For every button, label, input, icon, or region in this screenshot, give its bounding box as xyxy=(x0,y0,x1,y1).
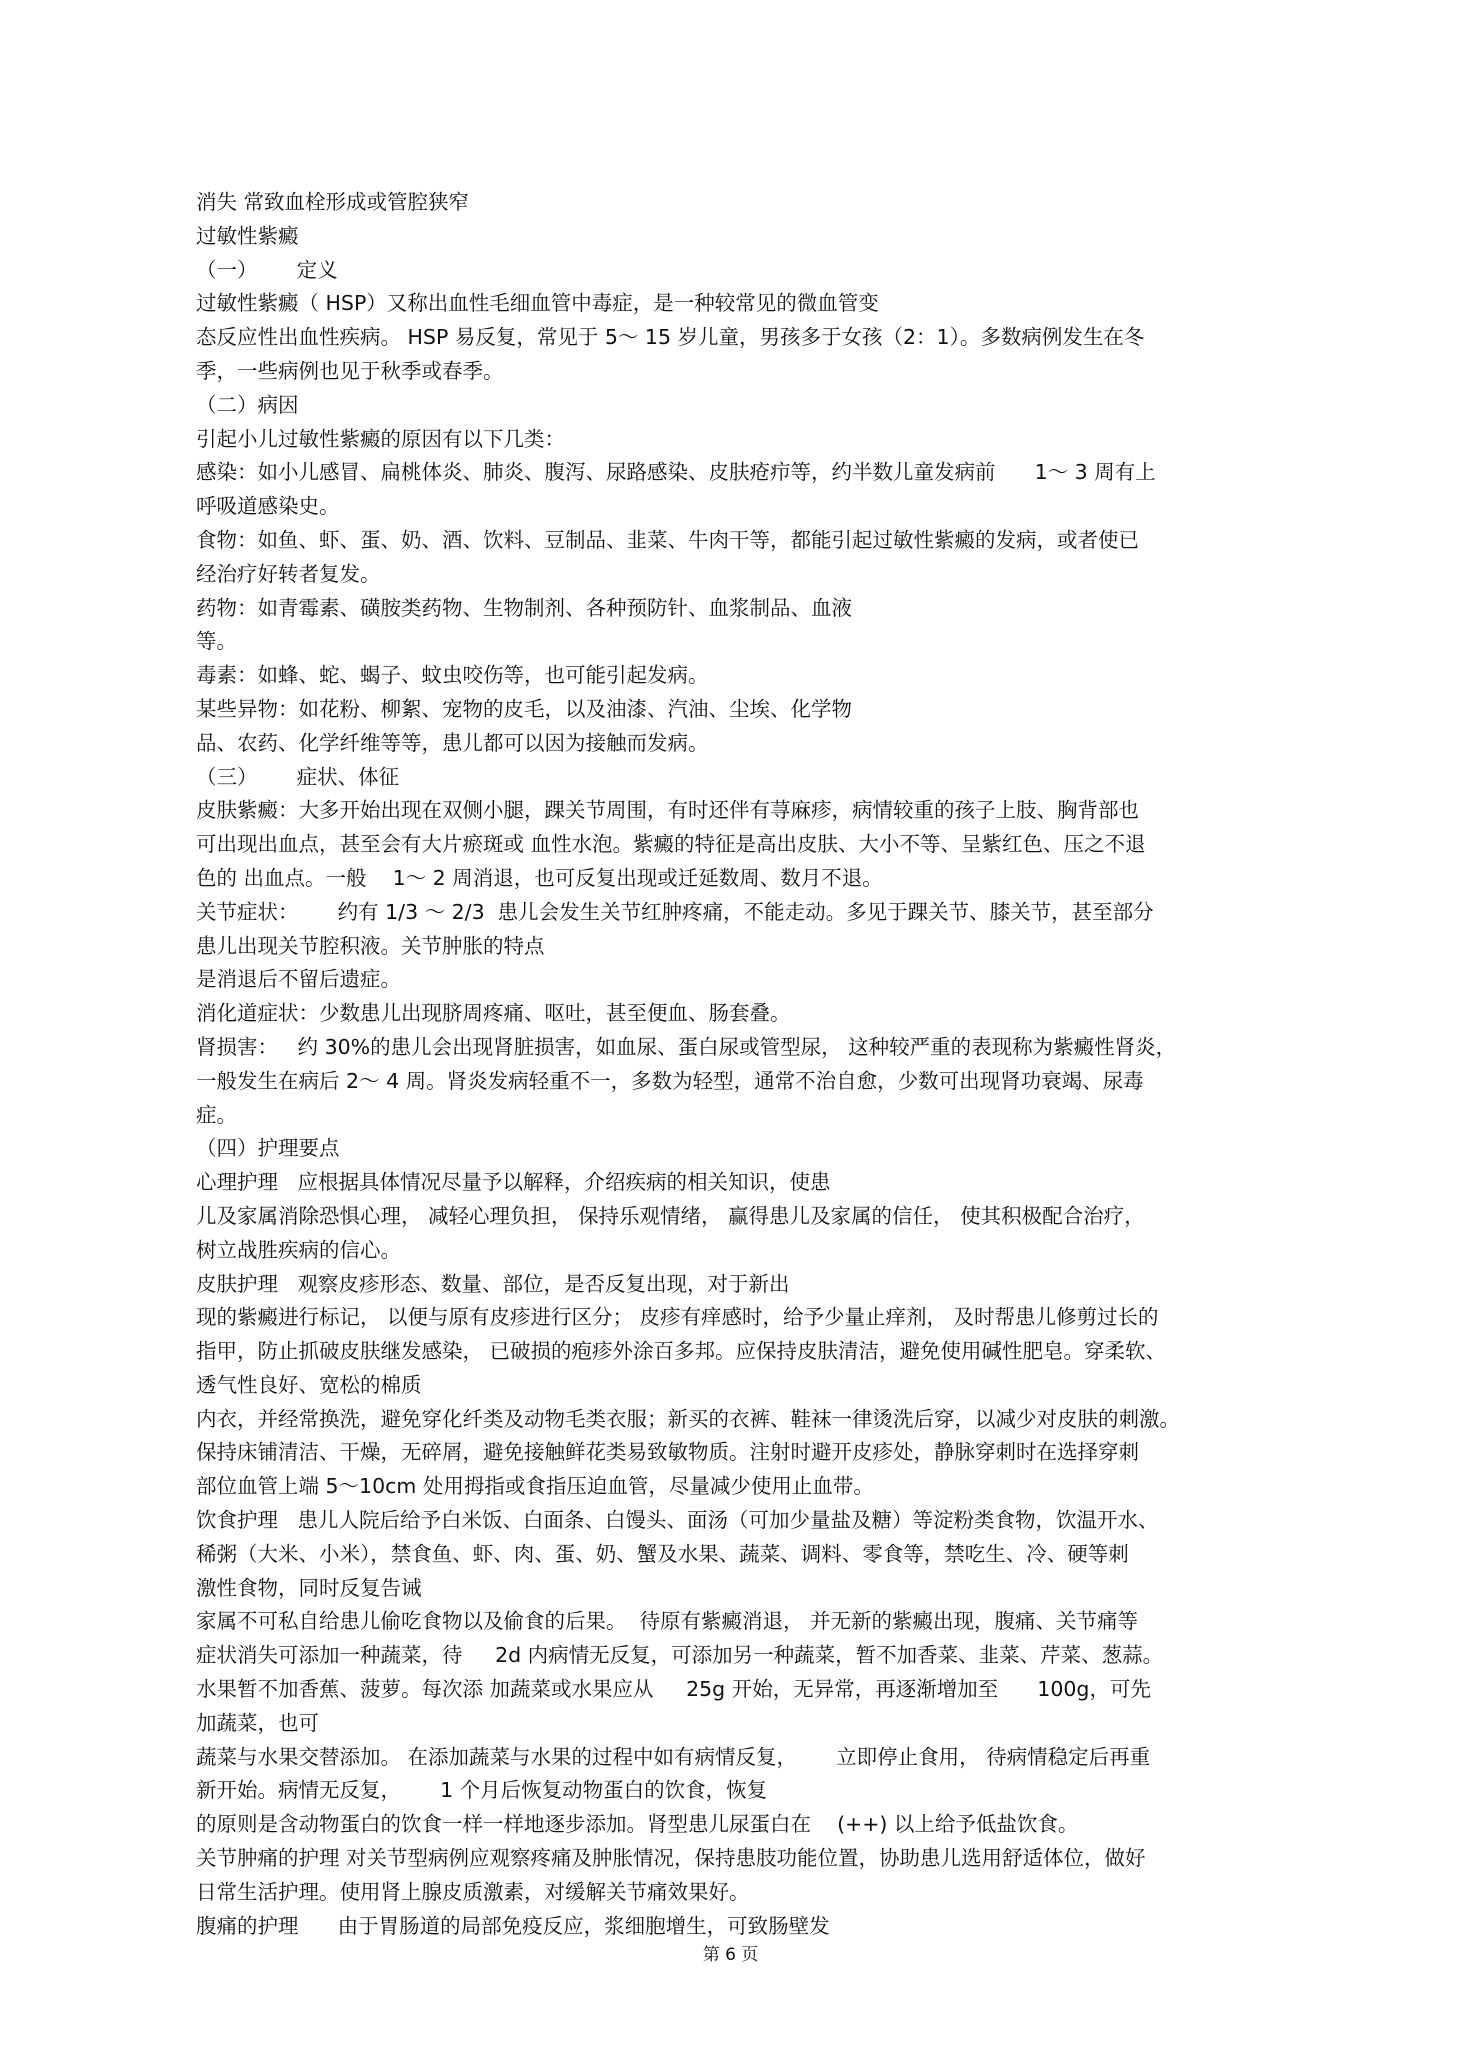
text-line: 新开始。病情无反复， 1 个月后恢复动物蛋白的饮食，恢复 xyxy=(196,1778,768,1803)
text-line: 指甲，防止抓破皮肤继发感染， 已破损的疱疹外涂百多邦。应保持皮肤清洁，避免使用碱性肥皂。穿柔软、 xyxy=(196,1339,1167,1364)
text-line: 一般发生在病后 2～ 4 周。肾炎发病轻重不一，多数为轻型，通常不治自愈，少数可出现肾功衰竭、尿毒 xyxy=(196,1068,1144,1093)
text-line: （四）护理要点 xyxy=(196,1136,340,1161)
text-line: 腹痛的护理 由于胃肠道的局部免疫反应，浆细胞增生，可致肠壁发 xyxy=(196,1913,830,1938)
text-line: 食物：如鱼、虾、蛋、奶、酒、饮料、豆制品、韭菜、牛肉干等，都能引起过敏性紫癜的发病，或者使已 xyxy=(196,527,1139,552)
text-line: 家属不可私自给患儿偷吃食物以及偷食的后果。 待原有紫癜消退， 并无新的紫癜出现，腹痛、关节痛等 xyxy=(196,1609,1139,1634)
text-line: 感染：如小儿感冒、扁桃体炎、肺炎、腹泻、尿路感染、皮肤疮疖等，约半数儿童发病前 1～ 3 周有上 xyxy=(196,460,1156,485)
text-line: 季，一些病例也见于秋季或春季。 xyxy=(196,358,504,383)
text-line: 日常生活护理。使用肾上腺皮质激素，对缓解关节痛效果好。 xyxy=(196,1879,750,1904)
document-body xyxy=(196,186,1296,1943)
text-line: 内衣，并经常换洗，避免穿化纤类及动物毛类衣服；新买的衣裤、鞋袜一律烫洗后穿，以减少对皮肤的刺激。 xyxy=(196,1406,1180,1431)
text-line: 某些异物：如花粉、柳絮、宠物的皮毛，以及油漆、汽油、尘埃、化学物 xyxy=(196,696,852,721)
text-line: 透气性良好、宽松的棉质 xyxy=(196,1372,422,1397)
page-number: 第 6 页 xyxy=(702,1945,759,1965)
text-line: 的原则是含动物蛋白的饮食一样一样地逐步添加。肾型患儿尿蛋白在 (++) 以上给予低盐饮食。 xyxy=(196,1812,1079,1837)
text-line: （一） 定义 xyxy=(196,257,338,282)
text-line: 引起小儿过敏性紫癜的原因有以下几类： xyxy=(196,426,565,451)
text-line: 经治疗好转者复发。 xyxy=(196,561,381,586)
text-line: 水果暂不加香蕉、菠萝。每次添 加蔬菜或水果应从 25g 开始，无异常，再逐渐增加至 100g，可先 xyxy=(196,1677,1151,1702)
text-line: 关节肿痛的护理 对关节型病例应观察疼痛及肿胀情况，保持患肢功能位置，协助患儿选用舒适体位，做好 xyxy=(196,1846,1146,1871)
text-line: 蔬菜与水果交替添加。 在添加蔬菜与水果的过程中如有病情反复， 立即停止食用， 待病情稳定后再重 xyxy=(196,1744,1151,1769)
text-line: 可出现出血点，甚至会有大片瘀斑或 血性水泡。紫癜的特征是高出皮肤、大小不等、呈紫红色、压之不退 xyxy=(196,832,1146,857)
text-line: 呼吸道感染史。 xyxy=(196,494,340,519)
text-line: 症状消失可添加一种蔬菜，待 2d 内病情无反复，可添加另一种蔬菜，暂不加香菜、韭菜、芹菜、葱蒜。 xyxy=(196,1643,1164,1668)
text-line: 品、农药、化学纤维等等，患儿都可以因为接触而发病。 xyxy=(196,730,709,755)
text-line: 心理护理 应根据具体情况尽量予以解释，介绍疾病的相关知识，使患 xyxy=(196,1170,831,1195)
text-line: 皮肤护理 观察皮疹形态、数量、部位，是否反复出现，对于新出 xyxy=(196,1271,790,1296)
text-line: 稀粥（大米、小米），禁食鱼、虾、肉、蛋、奶、蟹及水果、蔬菜、调料、零食等，禁吃生、冷、硬等刺 xyxy=(196,1541,1129,1566)
text-line: 症。 xyxy=(196,1102,237,1127)
text-line: 加蔬菜，也可 xyxy=(196,1710,319,1735)
text-line: 保持床铺清洁、干燥，无碎屑，避免接触鲜花类易致敏物质。注射时避开皮疹处，静脉穿刺时在选择穿刺 xyxy=(196,1440,1139,1465)
text-line: 饮食护理 患儿人院后给予白米饭、白面条、白馒头、面汤（可加少量盐及糖）等淀粉类食物，饮温开水、 xyxy=(196,1508,1159,1533)
text-line: 激性食物，同时反复告诫 xyxy=(196,1575,422,1600)
text-line: 肾损害： 约 30%的患儿会出现肾脏损害，如血尿、蛋白尿或管型尿， 这种较严重的表现称为紫癜性肾炎， xyxy=(196,1034,1177,1059)
text-line: 部位血管上端 5～10cm 处用拇指或食指压迫血管，尽量减少使用止血带。 xyxy=(196,1474,874,1499)
text-line: 树立战胜疾病的信心。 xyxy=(196,1237,401,1262)
text-line: 色的 出血点。一般 1～ 2 周消退，也可反复出现或迁延数周、数月不退。 xyxy=(196,865,883,890)
text-line: 是消退后不留后遗症。 xyxy=(196,967,401,992)
text-line: 态反应性出血性疾病。 HSP 易反复，常见于 5～ 15 岁儿童，男孩多于女孩（2：1）。多数病例发生在冬 xyxy=(196,325,1145,350)
text-line: 药物：如青霉素、磺胺类药物、生物制剂、各种预防针、血浆制品、血液 xyxy=(196,595,852,620)
text-line: 消化道症状：少数患儿出现脐周疼痛、呕吐，甚至便血、肠套叠。 xyxy=(196,1001,791,1026)
text-line: 儿及家属消除恐惧心理， 减轻心理负担， 保持乐观情绪， 赢得患儿及家属的信任， 使其积极配合治疗， xyxy=(196,1203,1145,1228)
text-line: 过敏性紫癜 xyxy=(196,223,299,248)
text-line: 关节症状： 约有 1/3 ～ 2/3 患儿会发生关节红肿疼痛，不能走动。多见于踝关节、膝关节，甚至部分 xyxy=(196,899,1154,924)
text-line: 皮肤紫癜：大多开始出现在双侧小腿，踝关节周围，有时还伴有荨麻疹，病情较重的孩子上肢、胸背部也 xyxy=(196,798,1139,823)
text-line: （三） 症状、体征 xyxy=(196,764,400,789)
text-line: 过敏性紫癜（ HSP）又称出血性毛细血管中毒症，是一种较常见的微血管变 xyxy=(196,291,879,316)
text-line: 患儿出现关节腔积液。关节肿胀的特点 xyxy=(196,933,545,958)
text-line: （二）病因 xyxy=(196,392,299,417)
text-line: 毒素：如蜂、蛇、蝎子、蚊虫咬伤等，也可能引起发病。 xyxy=(196,663,709,688)
text-line: 等。 xyxy=(196,629,237,654)
text-line: 现的紫癜进行标记， 以便与原有皮疹进行区分； 皮疹有痒感时，给予少量止痒剂， 及时帮患儿修剪过长的 xyxy=(196,1305,1159,1330)
text-line: 消失 常致血栓形成或管腔狭窄 xyxy=(196,190,470,214)
